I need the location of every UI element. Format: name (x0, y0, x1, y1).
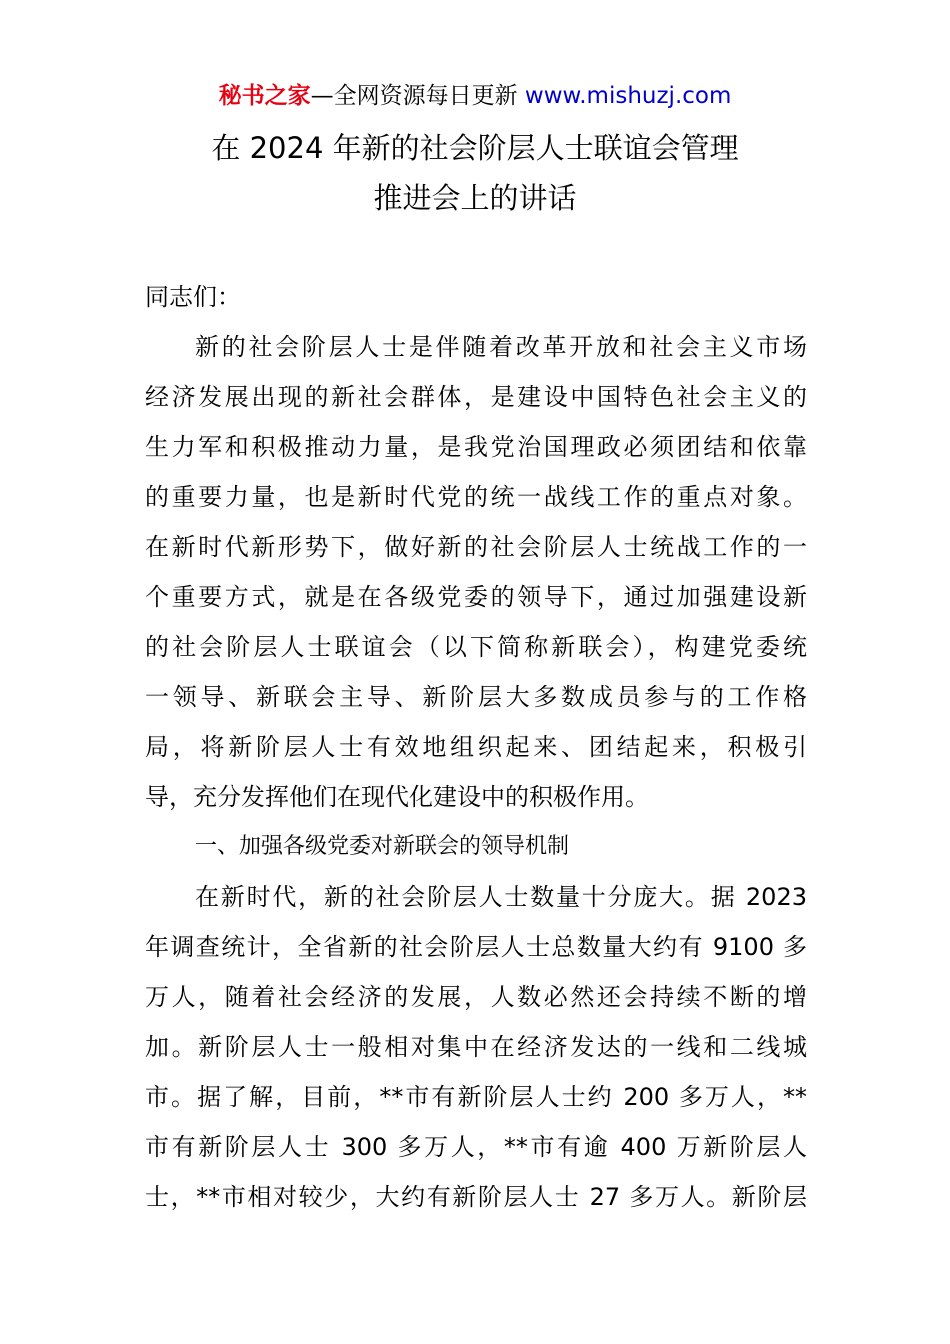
site-brand: 秘书之家 (218, 83, 311, 109)
body-line: 市。据了解，目前，**市有新阶层人士约 200 多万人，** (145, 1083, 807, 1111)
salutation: 同志们： (145, 283, 241, 311)
document-title-line-1: 在 2024 年新的社会阶层人士联谊会管理 (211, 131, 739, 165)
document-title-line-2: 推进会上的讲话 (373, 181, 577, 215)
body-line: 的社会阶层人士联谊会（以下简称新联会），构建党委统 (145, 633, 807, 661)
body-line: 万人，随着社会经济的发展，人数必然还会持续不断的增 (145, 983, 807, 1011)
body-line: 在新时代新形势下，做好新的社会阶层人士统战工作的一 (145, 533, 807, 561)
site-tagline: —全网资源每日更新 (310, 83, 518, 109)
document-body (145, 276, 807, 1226)
body-line: 局，将新阶层人士有效地组织起来、团结起来，积极引 (145, 733, 807, 761)
body-line: 生力军和积极推动力量，是我党治国理政必须团结和依靠 (145, 433, 807, 461)
body-line: 新的社会阶层人士是伴随着改革开放和社会主义市场 (195, 333, 807, 361)
body-line: 个重要方式，就是在各级党委的领导下，通过加强建设新 (145, 583, 807, 611)
body-line: 在新时代，新的社会阶层人士数量十分庞大。据 2023 (195, 883, 807, 911)
body-line: 导，充分发挥他们在现代化建设中的积极作用。 (145, 783, 649, 811)
site-header (0, 80, 950, 112)
body-line: 年调查统计，全省新的社会阶层人士总数量大约有 9100 多 (145, 933, 807, 961)
section-heading: 一、加强各级党委对新联会的领导机制 (195, 834, 570, 859)
body-line: 经济发展出现的新社会群体，是建设中国特色社会主义的 (145, 383, 807, 411)
body-line: 市有新阶层人士 300 多万人，**市有逾 400 万新阶层人 (145, 1133, 807, 1161)
body-line: 士，**市相对较少，大约有新阶层人士 27 多万人。新阶层 (145, 1183, 807, 1211)
body-line: 加。新阶层人士一般相对集中在经济发达的一线和二线城 (145, 1033, 807, 1061)
site-url-link[interactable]: www.mishuzj.com (524, 83, 732, 109)
body-line: 的重要力量，也是新时代党的统一战线工作的重点对象。 (145, 483, 807, 511)
body-line: 一领导、新联会主导、新阶层大多数成员参与的工作格 (145, 683, 807, 711)
